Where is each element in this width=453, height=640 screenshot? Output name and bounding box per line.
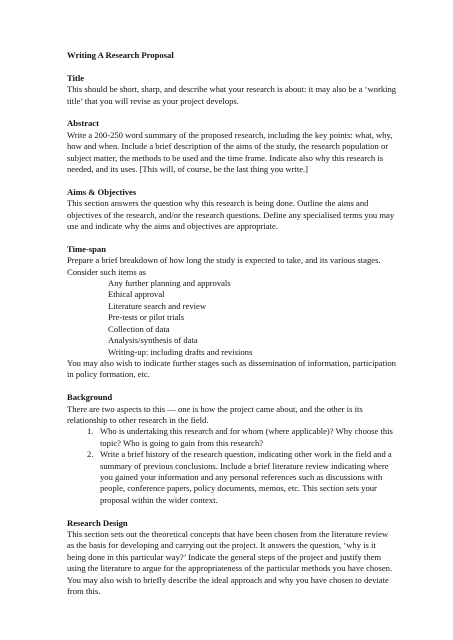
list-item: Ethical approval	[108, 289, 165, 300]
section-body: This section sets out the theoretical concepts that have been chosen from the literature review as the basis for developing and carrying out the project. It answers the question, ‘why is it being done in this particular way?’ Indicate the general steps of the project and justify them using the literature to argue for the appropriateness of the particular methods you have chosen. You may also wish to briefly describe the ideal approach and why you have chosen to deviate from this.	[67, 528, 393, 596]
section-title	[67, 73, 397, 107]
list-number: 1.	[87, 426, 94, 437]
list-item: Any further planning and approvals	[108, 278, 231, 289]
list-item	[67, 449, 397, 506]
section-body: Write a 200-250 word summary of the proposed research, including the key points: what, why, how and when. Include a brief description of the aims of the study, the research population or subject matter, the methods to be used and the time frame. Indicate also why this research is needed, and its uses. [This will, of course, be the last thing you write.]	[67, 129, 393, 175]
section-heading: Time-span	[67, 243, 106, 254]
section-body: This should be short, sharp, and describe what your research is about: it may also be a ‘working title’ that you will revise as your project develops.	[67, 84, 397, 106]
section-outro: You may also wish to indicate further stages such as dissemination of information, participation in policy formation, etc.	[67, 357, 396, 380]
document-title: Writing A Research Proposal	[67, 50, 174, 60]
list-item: Collection of data	[108, 323, 170, 334]
list-text: Write a brief history of the research question, indicating other work in the field and a summary of previous conclusions. Include a brief literature review indicating where you gained your information and any personal references such as discussions with people, conference papers, policy documents, memos, etc. This section sets your proposal within the wider context.	[100, 449, 392, 505]
list-item: Literature search and review	[108, 300, 207, 311]
section-research-design	[67, 518, 397, 598]
section-heading: Aims & Objectives	[67, 186, 137, 197]
background-list	[67, 426, 397, 506]
time-span-list	[67, 278, 397, 358]
list-number: 2.	[87, 449, 94, 460]
section-heading: Title	[67, 72, 85, 83]
section-heading: Research Design	[67, 517, 128, 528]
section-intro: Prepare a brief breakdown of how long the study is expected to take, and its various stages. Consider such items as	[67, 255, 381, 277]
section-body: This section answers the question why this research is being done. Outline the aims and objectives of the research, and/or the research questions. Define any specialised terms you may use and indicate why the aims and objectives are appropriate.	[67, 198, 395, 232]
document-content	[67, 50, 397, 609]
section-background	[67, 392, 397, 506]
list-item	[67, 426, 397, 449]
list-item: Analysis/synthesis of data	[108, 335, 198, 346]
section-abstract	[67, 118, 397, 175]
section-intro: There are two aspects to this — one is how the project came about, and the other is its relationship to other research in the field.	[67, 403, 363, 425]
list-item: Writing-up: including drafts and revisions	[108, 346, 253, 357]
section-heading: Background	[67, 392, 113, 403]
section-aims-objectives	[67, 187, 397, 233]
section-heading: Abstract	[67, 118, 99, 129]
section-time-span	[67, 244, 397, 381]
list-item: Pre-tests or pilot trials	[108, 312, 185, 323]
list-text: Who is undertaking this research and for whom (where applicable)? Why choose this topic? Who is going to gain from this research?	[100, 426, 393, 448]
